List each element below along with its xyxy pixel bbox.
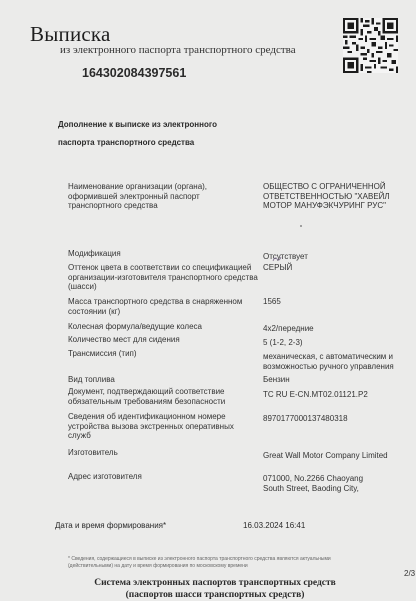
ink-mark [272, 255, 282, 263]
passport-number: 164302084397561 [82, 66, 186, 80]
field-label: Адрес изготовителя [68, 472, 268, 482]
field-label: Оттенок цвета в соответствии со спецификацией организации-изготовителя транспортного средства (шасси) [68, 263, 263, 292]
formed-date-value: 16.03.2024 16:41 [243, 521, 305, 530]
footer-line-2: (паспортов шасси транспортных средств) [80, 590, 350, 601]
footnote: * Сведения, содержащиеся в выписке из электронного паспорта транспортного средства являются актуальными (действительными) на дату и время формирования по московскому времени [68, 556, 368, 569]
ink-dot [300, 225, 302, 227]
field-label: Вид топлива [68, 375, 268, 385]
qr-code-icon [343, 18, 398, 73]
section-title: Дополнение к выписке из электронного паспорта транспортного средства [58, 116, 248, 152]
field-value: 1565 [263, 297, 413, 307]
field-label: Сведения об идентификационном номере устройства вызова экстренных оперативных служб [68, 412, 248, 441]
field-label: Количество мест для сидения [68, 335, 268, 345]
field-label: Масса транспортного средства в снаряженном состоянии (кг) [68, 297, 243, 316]
document-subtitle: из электронного паспорта транспортного средства [60, 44, 296, 56]
field-label: Изготовитель [68, 448, 268, 458]
field-value: Great Wall Motor Company Limited [263, 451, 413, 461]
field-label: Наименование организации (органа), оформившей электронный паспорт транспортного средства [68, 182, 253, 211]
field-value: 071000, No.2266 Chaoyang South Street, Baoding City, [263, 474, 381, 493]
field-value: ОБЩЕСТВО С ОГРАНИЧЕННОЙ ОТВЕТСТВЕННОСТЬЮ "ХАВЕЙЛ МОТОР МАНУФЭКЧУРИНГ РУС" [263, 182, 411, 211]
field-label: Модификация [68, 249, 268, 259]
footer-line-1: Система электронных паспортов транспортных средств [80, 578, 350, 590]
field-value: 4х2/передние [263, 324, 413, 334]
field-label: Документ, подтверждающий соответствие обязательным требованиям безопасности [68, 387, 258, 406]
field-value: Бензин [263, 375, 413, 385]
field-value: 5 (1-2, 2-3) [263, 338, 413, 348]
field-label: Трансмиссия (тип) [68, 349, 268, 359]
field-value: механическая, с автоматическим и возможностью ручного управления [263, 352, 413, 371]
document-title: Выписка [30, 22, 111, 47]
field-value: СЕРЫЙ [263, 263, 413, 273]
field-value: TC RU E-CN.MT02.01121.P2 [263, 390, 413, 400]
field-value: 897017700013748031​8 [263, 414, 413, 424]
field-label: Колесная формула/ведущие колеса [68, 322, 268, 332]
field-value: Отсутствует [263, 252, 413, 262]
footer [80, 578, 350, 601]
page-number: 2/3 [404, 569, 415, 578]
formed-date-label: Дата и время формирования* [55, 521, 166, 530]
